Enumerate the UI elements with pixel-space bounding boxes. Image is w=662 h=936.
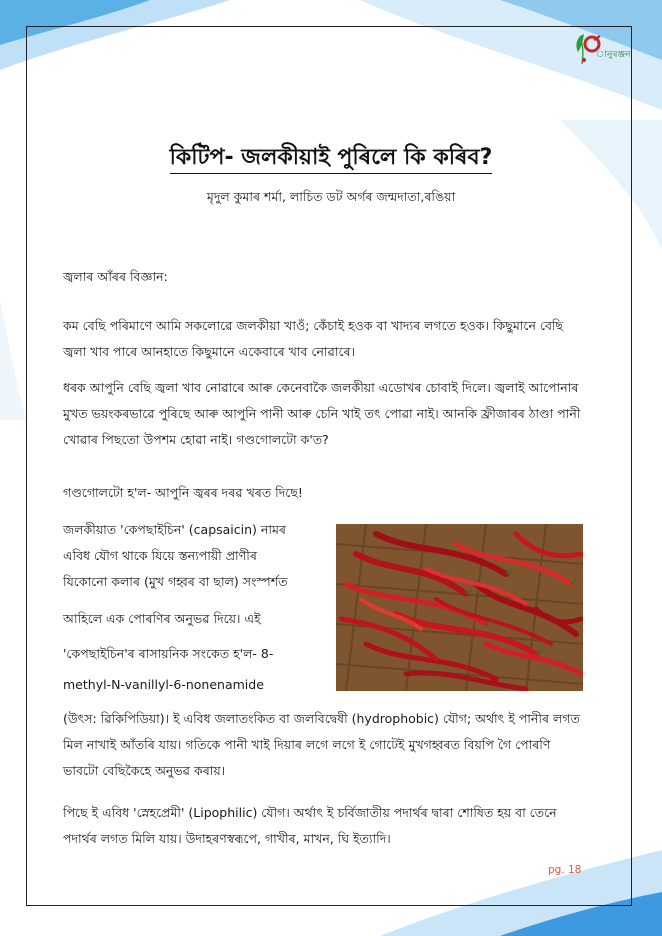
side-line-1: জলকীয়াত 'কেপছাইচিন' (capsaicin) নামৰ [63,522,286,537]
paragraph-3: গণ্ডগোলটো হ'ল- আপুনি জ্বৰৰ দৰৱ খৰত দিছে! [63,485,303,500]
page-number: pg. 18 [548,864,582,876]
section-heading: জ্বলাৰ আঁৰৰ বিজ্ঞান: [63,269,168,284]
side-line-5: 'কেপছাইচিন'ৰ ৰাসায়নিক সংকেত হ'ল- 8- [63,646,274,661]
author-line: মৃদুল কুমাৰ শৰ্মা, লাচিত ডট অৰ্গৰ জন্মদাতা,ৰঙিয়া [206,189,456,204]
paragraph-2: ধৰক আপুনি বেছি জ্বলা খাব নোৱাৰে আৰু কেনেবাকৈ জলকীয়া এডোখৰ চোবাই দিলে। জ্বলাই আপোনাৰ মুখত ভয়ংকৰভাৱে পুৰিছে আৰু আপুনি পানী আৰু চেনি খাই তৎ পোৱা নাই। আনকি ফ্ৰীজাৰৰ ঠাণ্ডা পানী খোৱাৰ পিছতো উপশম হোৱা নাই। গণ্ডগোলটো ক'ত? [63,380,581,447]
page-title: কিটিপ- জলকীয়াই পুৰিলে কি কৰিব? [0,140,662,177]
side-line-6: methyl-N-vanillyl-6-nonenamide [63,677,264,692]
logo-text: ানুৰঞ্জন [596,50,631,60]
side-line-4: আহিলে এক পোৰণিৰ অনুভৱ দিয়ে। এই [63,611,261,626]
side-line-2: এবিধ যৌগ থাকে যিয়ে স্তন্যপায়ী প্ৰাণীৰ [63,548,257,563]
continuation-paragraph: (উৎস: ৱিকিপিডিয়া)। ই এবিধ জলাতংকিত বা জলবিদ্বেষী (hydrophobic) যৌগ; অৰ্থাৎ ই পানীৰ লগত মিল নাখাই আঁতৰি যায়। গতিকে পানী খাই দিয়াৰ লগে লগে ই গোটেই মুখগহ্বৰত বিয়পি গৈ পোৰণি ভাবটো বেছিকৈহে অনুভৱ কৰায়। [63,711,580,778]
red-chili-photo [336,524,583,691]
side-line-3: যিকোনো কলাৰ (মুখ গহ্বৰ বা ছাল) সংস্পৰ্শত [63,574,288,589]
last-paragraph: পিছে ই এবিধ 'স্নেহপ্ৰেমী' (Lipophilic) যৌগ। অৰ্থাৎ ই চৰ্বিজাতীয় পদাৰ্থৰ দ্বাৰা শোষিত হয় বা তেনে পদাৰ্থৰ লগত মিলি যায়। উদাহৰণস্বৰূপে, গাখীৰ, মাখন, ঘি ইত্যাদি। [63,805,557,846]
paragraph-1: কম বেছি পৰিমাণে আমি সকলোৱে জলকীয়া খাওঁ; কেঁচাই হওক বা খাদ্যৰ লগতে হওক। কিছুমানে বেছি জ্বলা খাব পাৰে আনহাতে কিছুমানে একেবাৰে খাব নোৱাৰে। [63,318,564,359]
